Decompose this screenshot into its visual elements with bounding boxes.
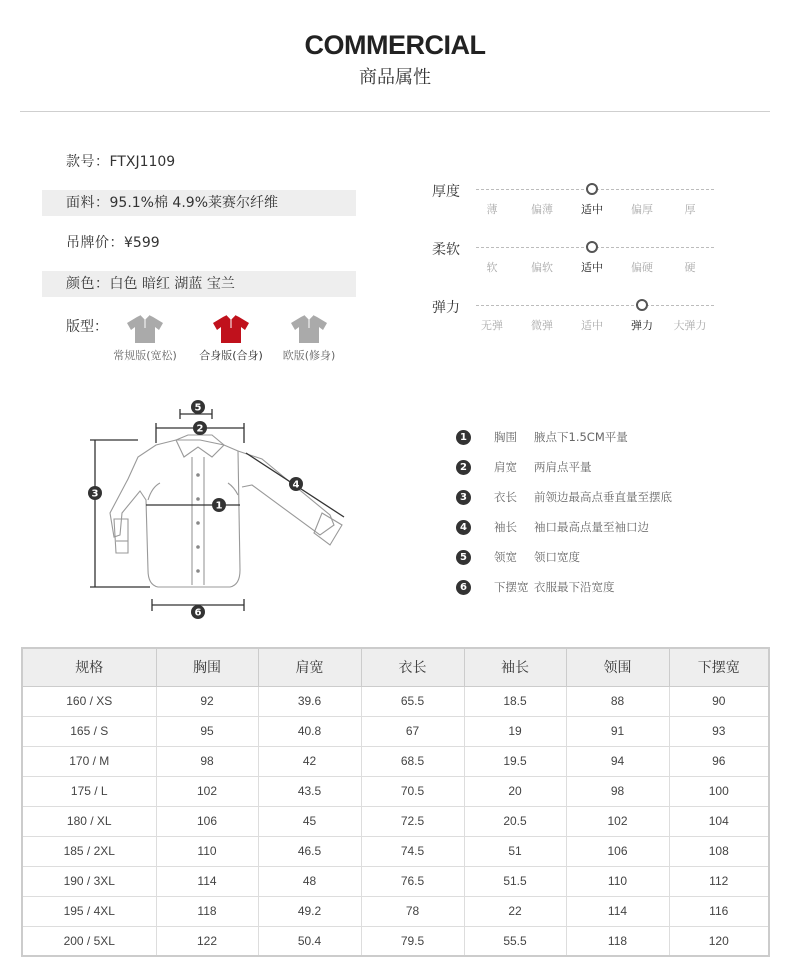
legend-item <box>456 452 672 482</box>
table-cell: 93 <box>669 716 769 746</box>
scale-option: 偏软 <box>531 261 553 274</box>
table-cell: 78 <box>361 896 464 926</box>
shirt-icon <box>211 314 251 344</box>
legend-name: 袖长 <box>494 520 517 534</box>
diagram-markers <box>88 400 303 619</box>
table-row <box>22 896 769 926</box>
table-cell: 46.5 <box>258 836 361 866</box>
marker-1: 1 <box>215 500 223 512</box>
scale-name: 厚度 <box>432 184 460 200</box>
shirt-buttons <box>196 473 200 573</box>
table-cell: 79.5 <box>361 926 464 956</box>
table-row <box>22 926 769 956</box>
table-cell: 50.4 <box>258 926 361 956</box>
attr-fabric <box>42 190 356 216</box>
fit-option-fitted <box>186 314 276 363</box>
legend-desc: 衣服最下沿宽度 <box>534 580 615 594</box>
legend-item <box>456 482 672 512</box>
scale-marker <box>586 183 598 195</box>
table-cell: 175 / L <box>22 776 156 806</box>
marker-4: 4 <box>292 479 300 491</box>
table-cell: 195 / 4XL <box>22 896 156 926</box>
size-table-header: 规格 <box>22 648 156 686</box>
table-row <box>22 686 769 716</box>
size-table-header: 领围 <box>566 648 669 686</box>
legend-number: 2 <box>456 460 471 475</box>
attr-value: ¥599 <box>124 235 160 251</box>
table-cell: 49.2 <box>258 896 361 926</box>
table-cell: 90 <box>669 686 769 716</box>
header-title-en: COMMERCIAL <box>304 30 486 60</box>
table-cell: 67 <box>361 716 464 746</box>
scale-option: 软 <box>486 261 498 274</box>
shirt-outline <box>110 435 342 587</box>
shirt-measurement-diagram <box>80 395 360 625</box>
measurement-legend <box>456 422 672 602</box>
attr-value: FTXJ1109 <box>109 154 176 170</box>
marker-6: 6 <box>194 607 202 619</box>
legend-number: 5 <box>456 550 471 565</box>
scale-option: 适中 <box>581 319 603 332</box>
marker-5: 5 <box>194 402 202 414</box>
scale-track <box>476 305 714 306</box>
marker-3: 3 <box>91 488 99 500</box>
table-cell: 112 <box>669 866 769 896</box>
table-cell: 100 <box>669 776 769 806</box>
legend-desc: 两肩点平量 <box>534 460 592 474</box>
table-cell: 96 <box>669 746 769 776</box>
table-cell: 72.5 <box>361 806 464 836</box>
legend-desc: 领口宽度 <box>534 550 580 564</box>
fit-caption: 常规版(宽松) <box>113 349 177 362</box>
marker-2: 2 <box>196 423 204 435</box>
table-cell: 22 <box>464 896 566 926</box>
table-cell: 51.5 <box>464 866 566 896</box>
fit-option-regular <box>100 314 190 363</box>
table-cell: 160 / XS <box>22 686 156 716</box>
size-table-header: 胸围 <box>156 648 258 686</box>
table-cell: 98 <box>566 776 669 806</box>
table-cell: 95 <box>156 716 258 746</box>
table-cell: 40.8 <box>258 716 361 746</box>
table-cell: 92 <box>156 686 258 716</box>
table-cell: 98 <box>156 746 258 776</box>
attr-label: 颜色： <box>66 276 110 292</box>
fit-option-slim <box>264 314 354 363</box>
legend-desc: 前领边最高点垂直量至摆底 <box>534 490 672 504</box>
fit-caption: 欧版(修身) <box>282 349 336 362</box>
scale-option: 厚 <box>684 203 696 216</box>
table-cell: 76.5 <box>361 866 464 896</box>
table-cell: 120 <box>669 926 769 956</box>
table-cell: 88 <box>566 686 669 716</box>
table-cell: 65.5 <box>361 686 464 716</box>
table-cell: 170 / M <box>22 746 156 776</box>
table-cell: 104 <box>669 806 769 836</box>
table-cell: 74.5 <box>361 836 464 866</box>
table-cell: 51 <box>464 836 566 866</box>
size-table-header: 袖长 <box>464 648 566 686</box>
legend-number: 6 <box>456 580 471 595</box>
scale-option: 偏薄 <box>531 203 553 216</box>
table-cell: 190 / 3XL <box>22 866 156 896</box>
table-row <box>22 806 769 836</box>
legend-number: 3 <box>456 490 471 505</box>
scale-option: 弹力 <box>631 319 653 332</box>
table-cell: 19 <box>464 716 566 746</box>
table-cell: 48 <box>258 866 361 896</box>
legend-name: 肩宽 <box>494 460 517 474</box>
table-row <box>22 866 769 896</box>
scale-option: 适中 <box>581 203 603 216</box>
legend-name: 下摆宽 <box>494 580 529 594</box>
table-cell: 45 <box>258 806 361 836</box>
table-cell: 20 <box>464 776 566 806</box>
attr-label: 面料： <box>66 195 110 211</box>
header-divider <box>20 111 770 112</box>
table-row <box>22 776 769 806</box>
attr-value: 95.1%棉 4.9%莱赛尔纤维 <box>109 195 278 211</box>
table-cell: 116 <box>669 896 769 926</box>
scale-elasticity <box>432 297 722 337</box>
table-cell: 55.5 <box>464 926 566 956</box>
attr-style-number <box>42 149 356 175</box>
size-table-header: 肩宽 <box>258 648 361 686</box>
legend-item <box>456 542 672 572</box>
table-row <box>22 746 769 776</box>
table-cell: 200 / 5XL <box>22 926 156 956</box>
scale-option: 薄 <box>486 203 498 216</box>
legend-name: 领宽 <box>494 550 517 564</box>
table-cell: 42 <box>258 746 361 776</box>
page-header <box>0 30 790 89</box>
table-cell: 70.5 <box>361 776 464 806</box>
legend-item <box>456 512 672 542</box>
legend-number: 4 <box>456 520 471 535</box>
scale-marker <box>586 241 598 253</box>
scale-option: 偏硬 <box>631 261 653 274</box>
size-table-header: 衣长 <box>361 648 464 686</box>
attr-price <box>42 230 356 256</box>
table-cell: 94 <box>566 746 669 776</box>
table-cell: 118 <box>156 896 258 926</box>
scale-name: 柔软 <box>432 242 460 258</box>
scale-option: 微弹 <box>531 319 553 332</box>
scale-option: 无弹 <box>481 319 503 332</box>
table-cell: 122 <box>156 926 258 956</box>
table-cell: 18.5 <box>464 686 566 716</box>
legend-name: 胸围 <box>494 430 517 444</box>
legend-desc: 腋点下1.5CM平量 <box>534 430 628 444</box>
scale-option: 偏厚 <box>631 203 653 216</box>
table-cell: 165 / S <box>22 716 156 746</box>
table-cell: 118 <box>566 926 669 956</box>
table-cell: 110 <box>156 836 258 866</box>
table-cell: 106 <box>566 836 669 866</box>
table-cell: 43.5 <box>258 776 361 806</box>
fit-label: 版型： <box>66 319 108 335</box>
header-title-cn: 商品属性 <box>359 67 431 88</box>
scale-option: 大弹力 <box>673 319 707 332</box>
table-cell: 102 <box>566 806 669 836</box>
scale-thickness <box>432 181 722 221</box>
table-cell: 102 <box>156 776 258 806</box>
scale-option: 硬 <box>684 261 696 274</box>
table-cell: 39.6 <box>258 686 361 716</box>
table-row <box>22 716 769 746</box>
table-cell: 114 <box>156 866 258 896</box>
table-cell: 110 <box>566 866 669 896</box>
table-cell: 20.5 <box>464 806 566 836</box>
table-cell: 91 <box>566 716 669 746</box>
size-table-header: 下摆宽 <box>669 648 769 686</box>
legend-item <box>456 422 672 452</box>
attr-colors <box>42 271 356 297</box>
shirt-icon <box>289 314 329 344</box>
table-cell: 68.5 <box>361 746 464 776</box>
attr-label: 吊牌价： <box>66 235 124 251</box>
legend-name: 衣长 <box>494 490 517 504</box>
scale-name: 弹力 <box>432 300 460 316</box>
legend-item <box>456 572 672 602</box>
table-cell: 180 / XL <box>22 806 156 836</box>
table-cell: 19.5 <box>464 746 566 776</box>
attr-label: 款号： <box>66 154 110 170</box>
scale-marker <box>636 299 648 311</box>
scale-softness <box>432 239 722 279</box>
table-cell: 108 <box>669 836 769 866</box>
table-cell: 185 / 2XL <box>22 836 156 866</box>
table-cell: 114 <box>566 896 669 926</box>
size-table-header-row <box>22 648 769 686</box>
table-row <box>22 836 769 866</box>
size-table <box>21 647 770 957</box>
shirt-icon <box>125 314 165 344</box>
legend-number: 1 <box>456 430 471 445</box>
fit-caption: 合身版(合身) <box>199 349 263 362</box>
scale-option: 适中 <box>581 261 603 274</box>
table-cell: 106 <box>156 806 258 836</box>
attr-value: 白色 暗红 湖蓝 宝兰 <box>109 276 235 292</box>
legend-desc: 袖口最高点量至袖口边 <box>534 520 649 534</box>
